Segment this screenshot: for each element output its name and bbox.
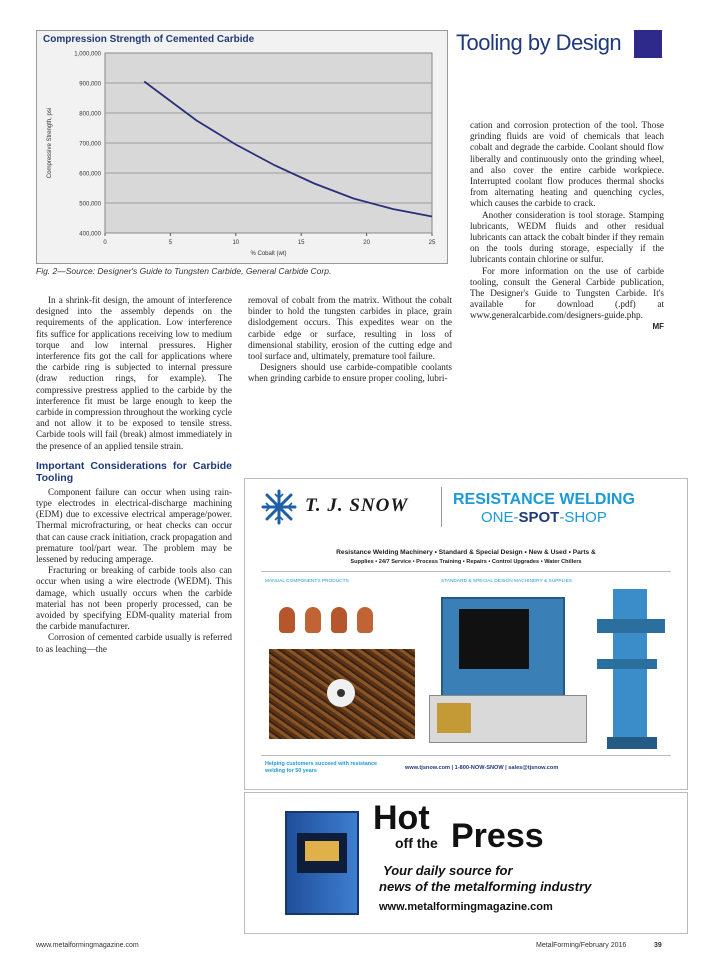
x-axis-label: % Cobalt (wt)	[250, 251, 287, 257]
section-heading: Important Considerations for Carbide Tooling	[36, 459, 232, 484]
y-tick-label: 600,000	[79, 171, 101, 178]
off-the-word: off the	[395, 835, 438, 851]
snowflake-icon	[261, 489, 297, 525]
masthead-square	[634, 30, 662, 58]
ad-subheadline	[481, 509, 607, 526]
sub-one: ONE-	[481, 509, 519, 526]
figure-caption: Fig. 2—Source: Designer's Guide to Tungsten Carbide, General Carbide Corp.	[36, 266, 332, 276]
parts-photo	[269, 649, 415, 739]
x-tick-label: 0	[103, 240, 107, 246]
x-tick-label: 10	[232, 240, 240, 246]
column-right	[470, 120, 664, 331]
sub-spot: SPOT	[518, 509, 560, 526]
paragraph: Fracturing or breaking of carbide tools also can occur when using a wire electrode (WEDM). This damage, which usually occurs when the carbide material has not been properly processed, can be avoided by specifying EDM-quality material from the carbide manufacturer.	[36, 565, 232, 632]
x-tick-label: 20	[363, 240, 370, 246]
paragraph: Another consideration is tool storage. Stamping lubricants, WEDM fluids and other residual lubricants can attack the cobalt binder if they remain on the tools during storage, especially if the lubricants contain chlorine or sulfur.	[470, 209, 664, 265]
spot-welder-photo	[597, 589, 665, 749]
electrode-tips-photo	[279, 601, 383, 641]
sub-shop: -SHOP	[559, 509, 607, 526]
paragraph: removal of cobalt from the matrix. Without the cobalt binder to hold the tungsten carbides in place, grain dislodgement occurs. This expedites wear on the carbide edge or surface, resulting in loss of dimensional stability, erosion of the cutting edge and tool surface and, ultimately, premature tool failure.	[248, 295, 452, 362]
hot-word: Hot	[373, 799, 430, 837]
tagline-2: news of the metalforming industry	[379, 879, 592, 894]
paragraph: Component failure can occur when using rain-type electrodes in electrical-discharge machining (EDM) due to excessive electrical amperage/power. Thermal microfracturing, or heat checks can occur that can cause crack initiation, crack propagation and premature tool/part wear. The problem may be lessened by reducing amperage.	[36, 486, 232, 565]
y-tick-label: 700,000	[79, 141, 101, 148]
welding-machine-photo	[429, 597, 585, 745]
chart-svg	[37, 31, 447, 263]
tagline: Helping customers succeed with resistance welding for 50 years	[265, 761, 378, 774]
tagline-1: Your daily source for	[383, 863, 513, 878]
footer-website: www.metalformingmagazine.com	[36, 942, 139, 949]
y-tick-label: 800,000	[79, 111, 101, 118]
y-tick-label: 500,000	[79, 201, 101, 208]
press-word: Press	[451, 817, 544, 855]
services-line-2: Supplies • 24/7 Service • Process Training • Repairs • Control Upgrades • Water Chillers	[350, 559, 582, 565]
signoff-mark: MF	[652, 321, 664, 331]
tjsnow-advertisement[interactable]	[244, 478, 688, 790]
paragraph: Designers should use carbide-compatible coolants when grinding carbide to ensure proper cooling, lubri-	[248, 362, 452, 384]
paragraph: For more information on the use of carbide tooling, consult the General Carbide publication, The Designer's Guide to Tungsten Carbide. It's available for download (.pdf) at www.generalcarbide.com/designers-guide.php.	[470, 265, 664, 321]
caption-right: STANDARD & SPECIAL DESIGN MACHINERY & SUPPLIES	[441, 579, 572, 584]
ad-headline: RESISTANCE WELDING	[453, 491, 635, 508]
y-tick-label: 400,000	[79, 231, 101, 238]
x-tick-label: 15	[297, 240, 305, 246]
chart-figure	[36, 30, 448, 264]
chart-title: Compression Strength of Cemented Carbide	[43, 34, 255, 45]
footer-issue: MetalForming/February 2016	[536, 942, 627, 949]
contact-line[interactable]: www.tjsnow.com | 1-800-NOW-SNOW | sales@tjsnow.com	[405, 765, 559, 771]
x-tick-label: 5	[168, 240, 173, 246]
column-left	[36, 295, 232, 655]
y-tick-label: 900,000	[79, 81, 101, 88]
company-name: T. J. SNOW	[305, 495, 409, 516]
hot-off-the-press-advertisement[interactable]	[244, 792, 688, 934]
caption-left: MANUAL COMPONENTS PRODUCTS	[265, 579, 349, 584]
masthead-title: Tooling by Design	[456, 30, 622, 55]
x-tick-label: 25	[428, 240, 436, 246]
paragraph: Corrosion of cemented carbide usually is referred to as leaching—the	[36, 632, 232, 654]
press-illustration	[285, 811, 359, 915]
divider	[441, 487, 442, 527]
y-axis-label: Compressive Strength, psi	[47, 107, 53, 179]
rule	[261, 755, 671, 756]
paragraph: cation and corrosion protection of the tool. Those grinding fluids are void of chemicals that leach cobalt and degrade the carbide. Coolant should flow liberally and continuously onto the grinding wheel, and also cover the entire carbide workpiece. Interrupted coolant flow produces thermal shocks from alternating heating and quenching cycles, which causes the carbide to crack.	[470, 120, 664, 209]
rule	[261, 571, 671, 572]
paragraph: In a shrink-fit design, the amount of interference designed into the assembly depends on the requirements of the application. Low interference fits suffice for applications receiving low to medium torque and low internal pressures. Higher interference fits got the call for applications where the carbide ring is subjected to internal pressure (draw reduction rings, for example). The compressive prestress applied to the carbide by the interference fit must be large enough to keep the carbide in compression throughout the working cycle and not allow it to be exposed to tensile stress. Carbide tools will fail (break) almost immediately in the presence of an applied tensile strain.	[36, 295, 232, 451]
column-middle	[248, 295, 452, 385]
services-line-1: Resistance Welding Machinery • Standard & Special Design • New & Used • Parts &	[336, 549, 596, 556]
page-number: 39	[654, 942, 662, 949]
y-tick-label: 1,000,000	[74, 51, 101, 58]
website-link[interactable]: www.metalformingmagazine.com	[379, 901, 553, 913]
section-masthead	[456, 28, 666, 62]
